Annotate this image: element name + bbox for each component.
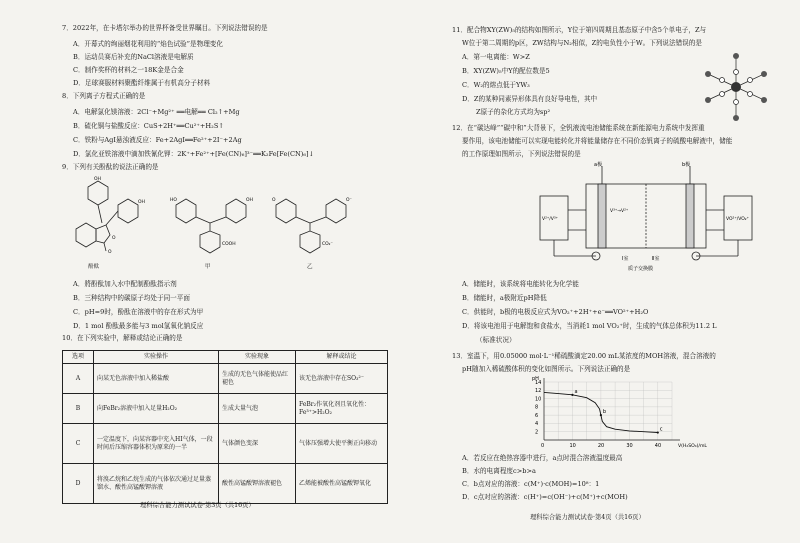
q13-option-a: A．若反应在绝热容器中进行，a点时混合溶液温度最高 <box>462 454 623 462</box>
q12-option-b: B．储能时，a极附近pH降低 <box>462 294 547 302</box>
table-row <box>63 464 388 504</box>
right-tank-label: VO²⁺/VO₂⁺ <box>726 217 749 222</box>
titration-chart <box>520 374 707 450</box>
q11-option-b: B．XY(ZW)₅中Y的配位数是5 <box>462 67 550 75</box>
x-tick-label: 30 <box>626 443 633 449</box>
col-header: 解释或结论 <box>296 351 388 364</box>
q10-stem: 10．在下列实验中，解释或结论正确的是 <box>62 334 183 342</box>
room2-label: Ⅱ室 <box>652 256 660 262</box>
x-tick-label: 10 <box>569 443 576 449</box>
table-cell: 向FeBr₂溶液中加入足量H₂O₂ <box>94 394 219 424</box>
svg-text:O⁻: O⁻ <box>346 198 352 203</box>
q7-option-a: A．开幕式的绚丽烟花利用的“焰色试验”是物理变化 <box>73 40 223 48</box>
q10-table <box>62 350 388 504</box>
table-row <box>63 364 388 394</box>
table-cell: 一定温度下，向某容器中充入HI气体，一段时间后压缩容器体积为原来的一半 <box>94 424 219 464</box>
table-cell: FeBr₂作氧化剂且氧化性：Fe³⁺>H₂O₂ <box>296 394 388 424</box>
right-page <box>400 0 800 543</box>
vanadium-battery-diagram <box>536 160 756 272</box>
table-cell: 气体颜色变深 <box>219 424 296 464</box>
left-footer: 理科综合能力测试试卷·第3页（共16页） <box>140 502 255 509</box>
q11-stem-line2: W位于第二周期的p区，ZW结构与N₂相似，Z的电负性小于W。下列说法错误的是 <box>462 39 702 47</box>
y-tick-label: 4 <box>535 421 539 428</box>
cell-reaction-label: V³⁺→V²⁺ <box>610 209 629 214</box>
col-header: 实验操作 <box>94 351 219 364</box>
svg-text:OH: OH <box>246 198 253 203</box>
svg-text:O: O <box>112 236 116 241</box>
q9-stem: 9．下列有关酚酞的说法正确的是 <box>62 163 159 171</box>
q13-stem-line1: 13．室温下，用0.05000 mol·L⁻¹稀硫酸滴定20.00 mL某浓度的MOH溶液，混合溶液的 <box>452 352 716 360</box>
yi-label: 乙 <box>307 264 313 270</box>
q12-option-d-line2: （标准状况） <box>476 336 516 344</box>
y-tick-label: 8 <box>535 404 539 411</box>
q12-stem-line3: 的工作原理如图所示，下列说法错误的是 <box>462 150 581 158</box>
q12-option-c: C．供能时，b极的电极反应式为VO₂⁺+2H⁺+e⁻══VO²⁺+H₂O <box>462 308 649 316</box>
y-tick-label: 2 <box>535 429 539 436</box>
q11-option-d-line2: Z原子的杂化方式均为sp² <box>476 108 551 116</box>
membrane-label: 质子交换膜 <box>628 266 654 272</box>
point-c <box>657 431 659 433</box>
q7-option-d: D．足球赛服材料聚酯纤维属于有机高分子材料 <box>73 79 211 87</box>
table-cell: 气体压强增大使平衡正向移动 <box>296 424 388 464</box>
electrode-a-label: a极 <box>594 162 603 168</box>
q11-stem-line1: 11．配合物XY(ZW)₅的结构如图所示，Y位于第四周期且基态原子中含5个单电子，Z与 <box>452 26 707 34</box>
q8-option-b: B．硫化铜与盐酸反应：CuS+2H⁺══Cu²⁺+H₂S↑ <box>73 122 224 130</box>
y-tick-label: 10 <box>535 396 542 403</box>
jia-label: 甲 <box>205 264 211 270</box>
q8-option-c: C．铁粉与AgI悬浊液反应：Fe+2AgI══Fe²⁺+2I⁻+2Ag <box>73 136 242 144</box>
q12-option-a: A．储能时，该系统将电能转化为化学能 <box>462 280 579 288</box>
phenolphthalein-label: 酚酞 <box>88 264 100 270</box>
structure-jia <box>170 195 260 260</box>
q12-stem-line1: 12．在“碳达峰”“碳中和”大背景下，全钒液流电池储能系统在新能源电力系统中发挥重 <box>452 124 705 132</box>
point-b <box>600 414 602 416</box>
table-row <box>63 394 388 424</box>
point-label-b: b <box>602 409 607 416</box>
structure-yi <box>270 195 360 260</box>
table-cell: 乙烯能被酸性高锰酸钾氧化 <box>296 464 388 504</box>
complex-structure-diagram <box>696 48 776 126</box>
table-cell: 生成大量气泡 <box>219 394 296 424</box>
phenolphthalein-structure <box>70 177 150 262</box>
point-label-c: c <box>659 426 663 433</box>
table-cell: 该无色溶液中存在SO₃²⁻ <box>296 364 388 394</box>
x-axis-label: V(H₂SO₄)/mL <box>678 444 707 449</box>
q7-option-b: B．运动员赛后补充的NaCl溶液是电解质 <box>73 53 194 61</box>
table-cell: C <box>63 424 94 464</box>
electrode-b-label: b极 <box>682 162 691 168</box>
q12-stem-line2: 要作用，该电池储能可以实现电能转化并将能量储存在不同价态钒离子的硫酸电解液中，储能 <box>462 137 733 145</box>
q13-option-c: C．b点对应的溶液：c(M⁺)·c(MOH)=10⁸：1 <box>462 480 600 488</box>
right-footer: 理科综合能力测试试卷·第4页（共16页） <box>530 514 645 521</box>
q9-option-c: C．pH=9时，酚酞在溶液中的存在形式为甲 <box>73 308 204 316</box>
q9-option-a: A．將酚酞加入水中配制酚酞指示剂 <box>73 280 177 288</box>
q8-stem: 8．下列离子方程式正确的是 <box>62 92 146 100</box>
table-cell: 将溴乙烷和乙烷生成的气体依次通过足量蒸馏水、酸性高锰酸钾溶液 <box>94 464 219 504</box>
q13-option-b: B．水的电离程度c>b>a <box>462 467 536 475</box>
q13-option-d: D．c点对应的溶液：c(H⁺)=c(OH⁻)+c(M⁺)+c(MOH) <box>462 493 628 501</box>
q8-option-d: D．氯化亚铁溶液中滴加铁氰化钾：2K⁺+Fe²⁺+[Fe(CN)₆]³⁻══K₂Fe[Fe(CN)₆]↓ <box>73 150 315 158</box>
q11-option-c: C．W₂的熔点低于YW₃ <box>462 81 530 89</box>
left-tank-label: V²⁺/V³⁺ <box>542 217 559 222</box>
y-axis-label: pH <box>532 376 539 382</box>
col-header: 实验现象 <box>219 351 296 364</box>
svg-text:COOH: COOH <box>222 242 236 247</box>
point-label-a: a <box>574 388 578 395</box>
col-header: 选项 <box>63 351 94 364</box>
q8-option-a: A．电解氯化镁溶液：2Cl⁻+Mg²⁺ ══电解══ Cl₂↑+Mg <box>73 108 240 116</box>
point-a <box>571 394 573 396</box>
q11-option-d-line1: D．Z的某种同素异形体具有良好导电性，其中 <box>462 95 598 103</box>
table-cell: 生成的无色气体能使品红褪色 <box>219 364 296 394</box>
q7-stem: 7．2022年，在卡塔尔举办的世界杯备受世界瞩目。下列说法错误的是 <box>62 24 268 32</box>
q9-option-b: B．三种结构中的碳原子均处于同一平面 <box>73 294 190 302</box>
x-tick-label: 20 <box>597 443 605 449</box>
svg-text:O: O <box>272 198 276 203</box>
svg-text:HO: HO <box>170 198 177 203</box>
q13-stem-line2: pH随加入稀硫酸体积的变化如图所示。下列说法正确的是 <box>462 365 631 373</box>
room1-label: Ⅰ室 <box>622 256 629 262</box>
table-header-row <box>63 351 388 364</box>
svg-text:O: O <box>108 250 112 255</box>
svg-text:OH: OH <box>138 200 145 205</box>
table-cell: D <box>63 464 94 504</box>
table-cell: A <box>63 364 94 394</box>
q12-option-d-line1: D．将该电池用于电解饱和食盐水，当消耗1 mol VO₂⁺时，生成的气体总体积为11.2 L <box>462 322 717 330</box>
y-tick-label: 6 <box>535 412 539 419</box>
table-row <box>63 424 388 464</box>
q11-option-a: A．第一电离能：W>Z <box>462 53 530 61</box>
table-cell: B <box>63 394 94 424</box>
y-tick-label: 12 <box>535 388 542 395</box>
y-tick-label: 14 <box>535 379 542 386</box>
q7-option-c: C．制作奖杯的材料之一18K金是合金 <box>73 66 184 74</box>
x-tick-label: 40 <box>654 443 662 449</box>
table-cell: 酸性高锰酸钾溶液褪色 <box>219 464 296 504</box>
x-tick-label: 0 <box>541 443 545 449</box>
svg-text:CO₂⁻: CO₂⁻ <box>322 242 333 247</box>
q9-option-d: D．1 mol 酚酞最多能与3 mol氢氧化钠反应 <box>73 322 204 330</box>
svg-text:OH: OH <box>94 177 101 182</box>
table-cell: 向某无色溶液中加入稀盐酸 <box>94 364 219 394</box>
